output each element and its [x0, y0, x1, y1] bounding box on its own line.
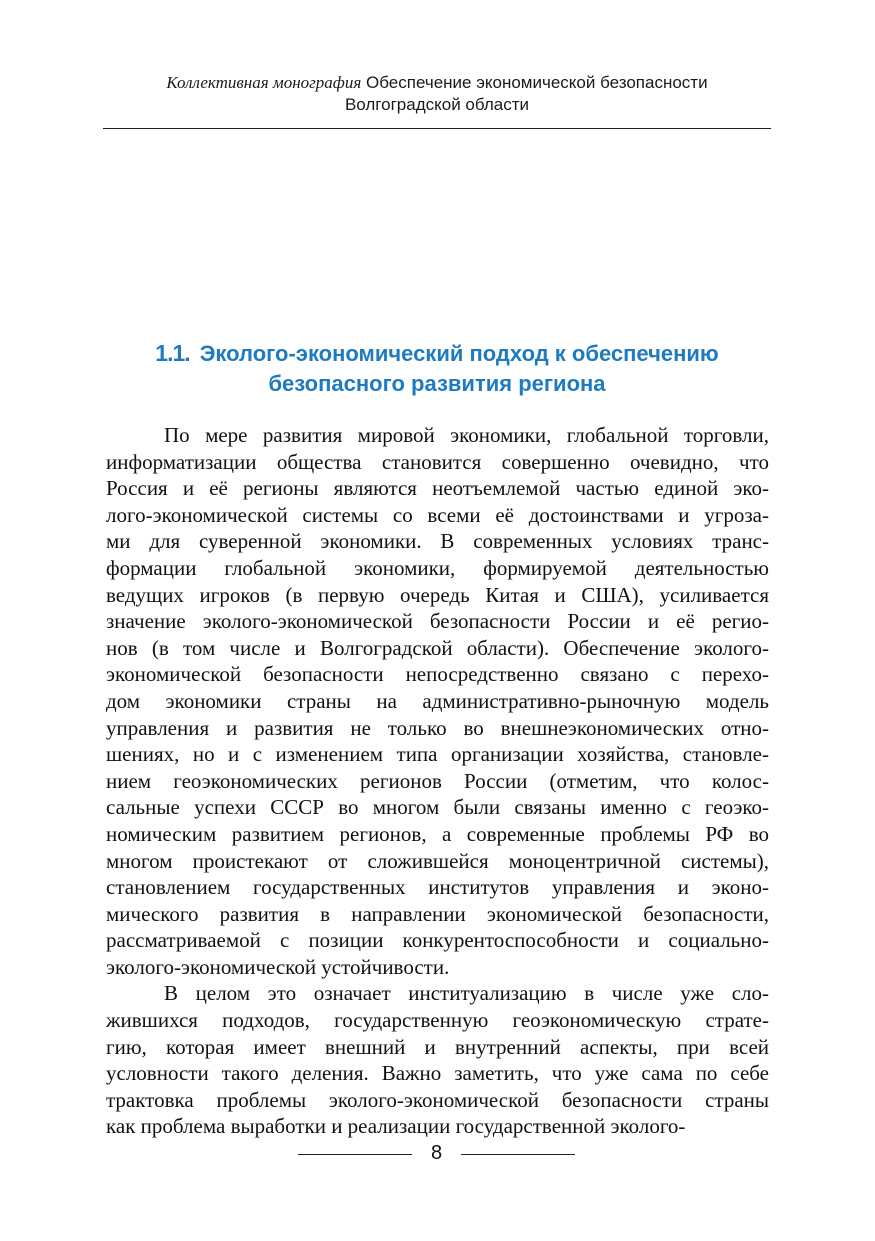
text-line: нием геоэкономических регионов России (отметим, что колос-: [106, 768, 769, 793]
section-heading-line1: [103, 338, 771, 369]
header-book-title-line2: Волгоградской области: [344, 95, 530, 114]
text-line: ми для суверенной экономики. В современных условиях транс-: [106, 529, 769, 554]
running-header: [103, 72, 771, 116]
text-line: становлением государственных институтов управления и эконо-: [106, 875, 769, 900]
text-line: рассматриваемой с позиции конкурентоспособности и социально-: [106, 928, 769, 953]
text-line: мического развития в направлении экономической безопасности,: [106, 901, 769, 926]
text-line: ведущих игроков (в первую очередь Китая и США), усиливается: [106, 582, 769, 607]
text-line: сальные успехи СССР во многом были связаны именно с геоэко-: [106, 795, 769, 820]
text-line: Россия и её регионы являются неотъемлемой частью единой эко-: [106, 476, 769, 501]
page-footer: [0, 1140, 875, 1166]
section-heading-line2: безопасного развития региона: [268, 371, 606, 396]
page-number: 8: [430, 1142, 443, 1164]
text-line: экономической безопасности непосредственно связано с перехо-: [106, 662, 769, 687]
header-book-type: Коллективная монография: [166, 73, 362, 92]
text-line: гию, которая имеет внешний и внутренний аспекты, при всей: [106, 1034, 769, 1059]
section-title-part1: Эколого-экономический подход к обеспечению: [199, 341, 719, 366]
section-number: 1.1.: [155, 340, 190, 366]
text-line: как проблема выработки и реализации государственной эколого-: [106, 1114, 686, 1139]
text-line: эколого-экономической устойчивости.: [106, 954, 450, 979]
text-line: По мере развития мировой экономики, глобальной торговли,: [164, 423, 769, 447]
text-line: информатизации общества становится совершенно очевидно, что: [106, 449, 769, 474]
text-line: условности такого деления. Важно заметить, что уже сама по себе: [106, 1061, 769, 1086]
section-heading: [103, 338, 771, 399]
header-book-title-line1: Обеспечение экономической безопасности: [366, 73, 708, 92]
text-line: жившихся подходов, государственную геоэкономическую страте-: [106, 1008, 769, 1033]
text-line: управления и развития не только во внешнеэкономических отно-: [106, 715, 769, 740]
paragraph-2: [106, 980, 769, 1140]
text-line: лого-экономической системы со всеми её достоинствами и угроза-: [106, 502, 769, 527]
footer-rule-right: [461, 1154, 575, 1155]
text-line: дом экономики страны на административно-рыночную модель: [106, 688, 769, 713]
text-line: номическим развитием регионов, а современные проблемы РФ во: [106, 821, 769, 846]
text-line: трактовка проблемы эколого-экономической безопасности страны: [106, 1087, 769, 1112]
text-line: значение эколого-экономической безопасности России и её регио-: [106, 609, 769, 634]
paragraph-1: [106, 422, 769, 980]
text-line: формации глобальной экономики, формируемой деятельностью: [106, 555, 769, 580]
header-divider: [103, 128, 771, 129]
footer-rule-left: [298, 1154, 412, 1155]
text-line: шениях, но и с изменением типа организации хозяйства, становле-: [106, 742, 769, 767]
body-text: [106, 422, 769, 1140]
text-line: В целом это означает институализацию в числе уже сло-: [164, 981, 769, 1006]
text-line: многом проистекают от сложившейся моноцентричной системы),: [106, 848, 769, 873]
text-line: нов (в том числе и Волгоградской области). Обеспечение эколого-: [106, 635, 769, 660]
